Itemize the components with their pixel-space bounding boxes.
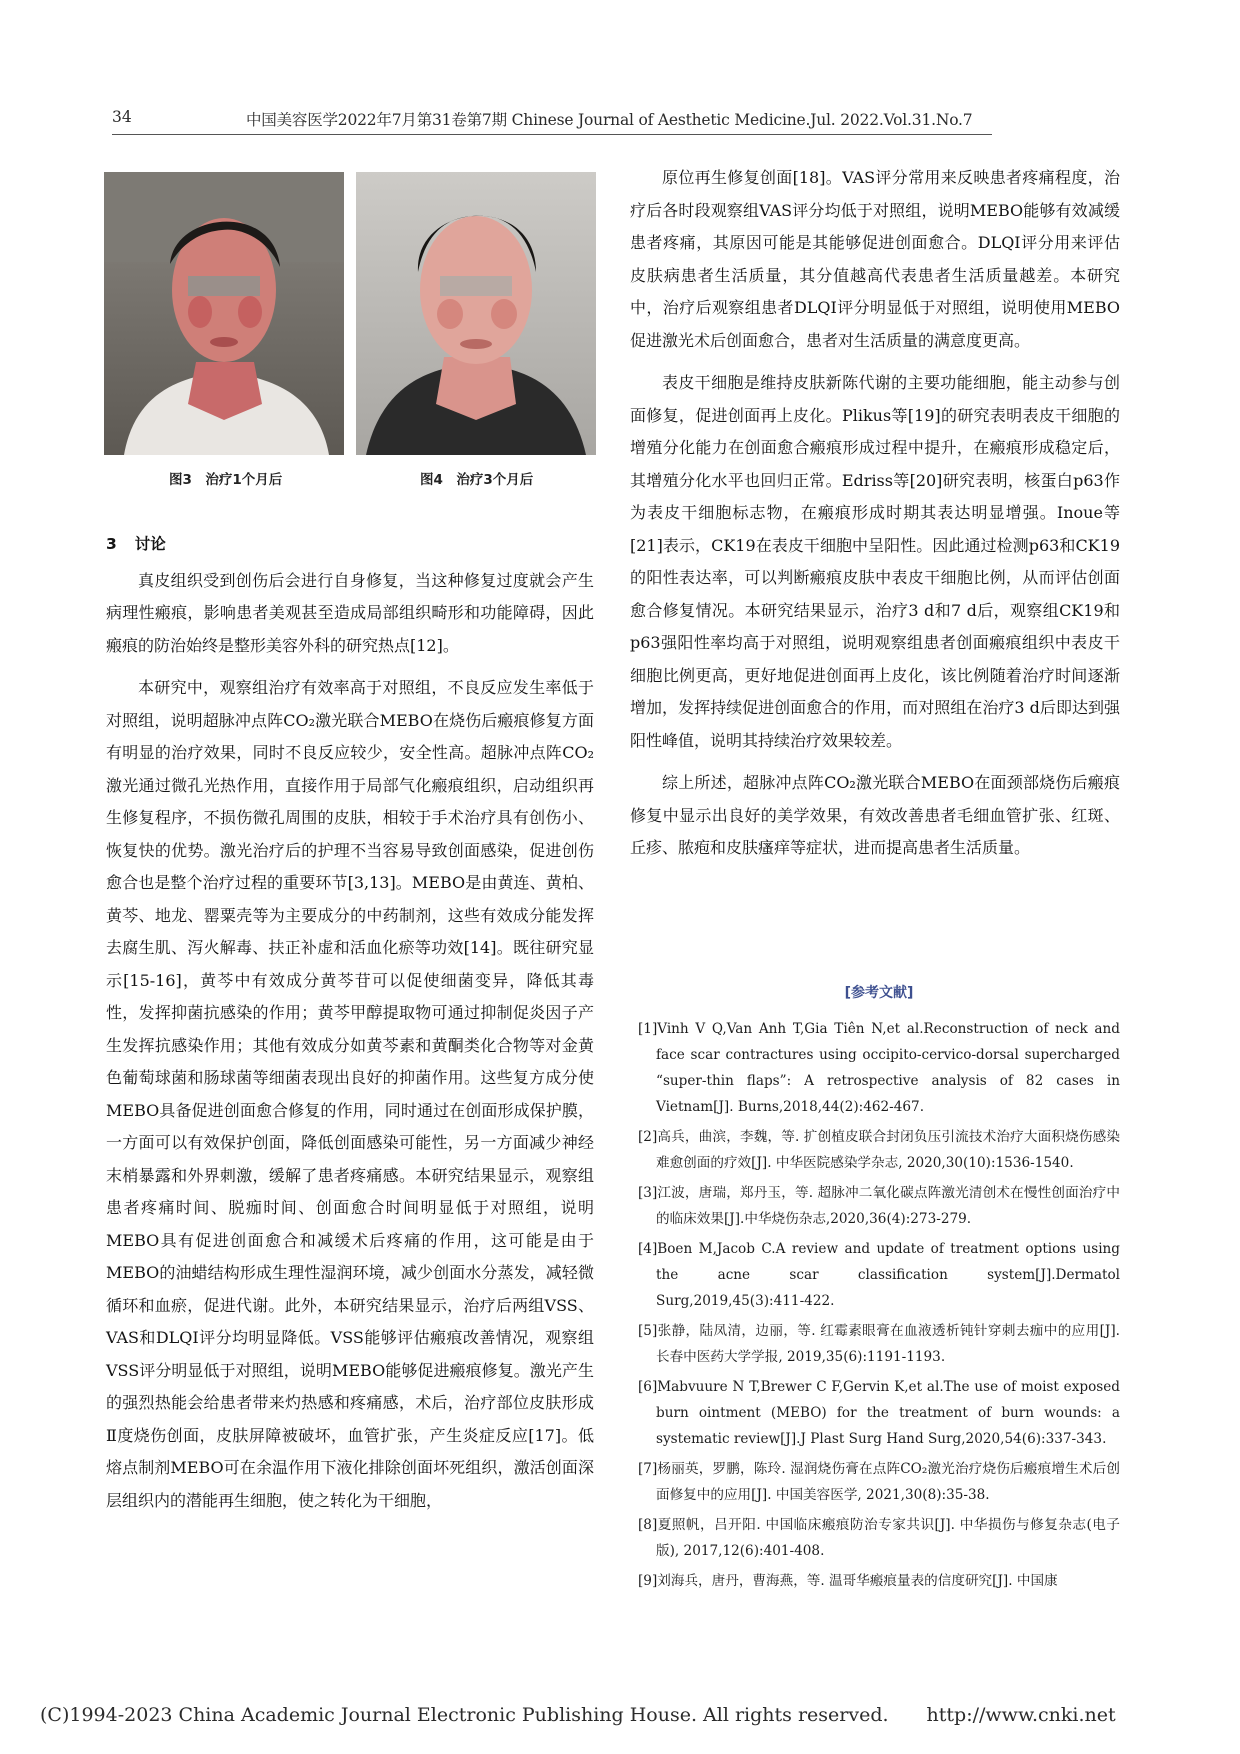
paragraph: 原位再生修复创面[18]。VAS评分常用来反映患者疼痛程度，治疗后各时段观察组VAS评分均低于对照组，说明MEBO能够有效减缓患者疼痛，其原因可能是其能够促进创面愈合。DLQI评分用来评估皮肤病患者生活质量，其分值越高代表患者生活质量越差。本研究中，治疗后观察组患者DLQI评分明显低于对照组，说明使用MEBO促进激光术后创面愈合，患者对生活质量的满意度更高。 xyxy=(630,168,1120,350)
reference-item: [4]Boen M,Jacob C.A review and update of treatment options using the acne scar classification system[J].Dermatol Surg,2019,45(3):411-422. xyxy=(638,1241,1120,1309)
journal-title: 中国美容医学2022年7月第31卷第7期 Chinese Journal of Aesthetic Medicine.Jul. 2022.Vol.31.No.7 xyxy=(246,111,973,129)
figure-3-caption: 图3 治疗1个月后 xyxy=(169,472,283,488)
left-column xyxy=(106,528,594,1517)
running-header xyxy=(112,108,992,130)
reference-item: [8]夏照帆，吕开阳. 中国临床瘢痕防治专家共识[J]. 中华损伤与修复杂志(电子版), 2017,12(6):401-408. xyxy=(638,1517,1120,1559)
reference-item: [5]张静，陆凤清，边丽，等. 红霉素眼膏在血液透析钝针穿刺去痂中的应用[J]. 长春中医药大学学报, 2019,35(6):1191-1193. xyxy=(638,1323,1120,1365)
paragraph: 表皮干细胞是维持皮肤新陈代谢的主要功能细胞，能主动参与创面修复，促进创面再上皮化。Plikus等[19]的研究表明表皮干细胞的增殖分化能力在创面愈合瘢痕形成过程中提升，在瘢痕形成稳定后，其增殖分化水平也回归正常。Edriss等[20]研究表明，核蛋白p63作为表皮干细胞标志物，在瘢痕形成时期其表达明显增强。Inoue等[21]表示，CK19在表皮干细胞中呈阳性。因此通过检测p63和CK19的阳性表达率，可以判断瘢痕皮肤中表皮干细胞比例，从而评估创面愈合修复情况。本研究结果显示，治疗3 d和7 d后，观察组CK19和p63强阳性率均高于对照组，说明观察组患者创面瘢痕组织中表皮干细胞比例更高，更好地促进创面再上皮化，该比例随着治疗时间逐渐增加，发挥持续促进创面愈合的作用，而对照组在治疗3 d后即达到强阳性峰值，说明其持续治疗效果较差。 xyxy=(630,373,1120,750)
header-rule xyxy=(112,134,992,135)
reference-item: [2]高兵，曲滨，李魏，等. 扩创植皮联合封闭负压引流技术治疗大面积烧伤感染难愈创面的疗效[J]. 中华医院感染学杂志, 2020,30(10):1536-1540. xyxy=(638,1129,1120,1171)
cnki-url: http://www.cnki.net xyxy=(926,1704,1116,1726)
paragraph: 本研究中，观察组治疗有效率高于对照组，不良反应发生率低于对照组，说明超脉冲点阵CO₂激光联合MEBO在烧伤后瘢痕修复方面有明显的治疗效果，同时不良反应较少，安全性高。超脉冲点阵CO₂激光通过微孔光热作用，直接作用于局部气化瘢痕组织，启动组织再生修复程序，不损伤微孔周围的皮肤，相较于手术治疗具有创伤小、恢复快的优势。激光治疗后的护理不当容易导致创面感染，促进创伤愈合也是整个治疗过程的重要环节[3,13]。MEBO是由黄连、黄柏、黄芩、地龙、罂粟壳等为主要成分的中药制剂，这些有效成分能发挥去腐生肌、泻火解毒、扶正补虚和活血化瘀等功效[14]。既往研究显示[15-16]，黄芩中有效成分黄芩苷可以促使细菌变异，降低其毒性，发挥抑菌抗感染的作用；黄芩甲醇提取物可通过抑制促炎因子产生发挥抗感染作用；其他有效成分如黄芩素和黄酮类化合物等对金黄色葡萄球菌和肠球菌等细菌表现出良好的抑菌作用。这些复方成分使MEBO具备促进创面愈合修复的作用，同时通过在创面形成保护膜，一方面可以有效保护创面，降低创面感染可能性，另一方面减少神经末梢暴露和外界刺激，缓解了患者疼痛感。本研究结果显示，观察组患者疼痛时间、脱痂时间、创面愈合时间明显低于对照组，说明MEBO具有促进创面愈合和减缓术后疼痛的作用，这可能是由于MEBO的油蜡结构形成生理性湿润环境，减少创面水分蒸发，减轻微循环和血瘀，促进代谢。此外，本研究结果显示，治疗后两组VSS、VAS和DLQI评分均明显降低。VSS能够评估瘢痕改善情况，观察组VSS评分明显低于对照组，说明MEBO能够促进瘢痕修复。激光产生的强烈热能会给患者带来灼热感和疼痛感，术后，治疗部位皮肤形成Ⅱ度烧伤创面，皮肤屏障被破坏，血管扩张，产生炎症反应[17]。低熔点制剂MEBO可在余温作用下液化排除创面坏死组织，激活创面深层组织内的潜能再生细胞，使之转化为干细胞， xyxy=(106,678,594,1510)
reference-item: [7]杨丽英，罗鹏，陈玲. 湿润烧伤膏在点阵CO₂激光治疗烧伤后瘢痕增生术后创面修复中的应用[J]. 中国美容医学, 2021,30(8):35-38. xyxy=(638,1461,1120,1503)
reference-item: [1]Vinh V Q,Van Anh T,Gia Tiên N,et al.Reconstruction of neck and face scar contractures using occipito-cervico-dorsal supercharged “super-thin flaps”: A retrospective analysis of 82 cases in Vietnam[J]. Burns,2018,44(2):462-467. xyxy=(638,1021,1120,1115)
reference-item: [3]江波，唐瑞，郑丹玉，等. 超脉冲二氧化碳点阵激光清创术在慢性创面治疗中的临床效果[J].中华烧伤杂志,2020,36(4):273-279. xyxy=(638,1185,1120,1227)
figure-4-photo xyxy=(356,172,596,455)
paragraph: 真皮组织受到创伤后会进行自身修复，当这种修复过度就会产生病理性瘢痕，影响患者美观甚至造成局部组织畸形和功能障碍，因此瘢痕的防治始终是整形美容外科的研究热点[12]。 xyxy=(106,570,594,655)
reference-item: [6]Mabvuure N T,Brewer C F,Gervin K,et al.The use of moist exposed burn ointment (MEBO) for the treatment of burn wounds: a systematic review[J].J Plast Surg Hand Surg,2020,54(6):337-343. xyxy=(638,1379,1120,1447)
copyright-text: (C)1994-2023 China Academic Journal Electronic Publishing House. All rights reserved. xyxy=(40,1704,889,1726)
copyright-footer xyxy=(40,1704,1200,1726)
references-heading: [参考文献] xyxy=(844,985,914,1001)
section-heading xyxy=(106,528,594,561)
figure-3-photo xyxy=(104,172,344,455)
references-section xyxy=(638,982,1120,1598)
section-number: 3 xyxy=(106,535,117,553)
paragraph: 综上所述，超脉冲点阵CO₂激光联合MEBO在面颈部烧伤后瘢痕修复中显示出良好的美学效果，有效改善患者毛细血管扩张、红斑、丘疹、脓疱和皮肤瘙痒等症状，进而提高患者生活质量。 xyxy=(630,773,1120,857)
reference-item: [9]刘海兵，唐丹，曹海燕，等. 温哥华瘢痕量表的信度研究[J]. 中国康 xyxy=(638,1573,1058,1589)
right-column xyxy=(630,162,1120,865)
figure-4-caption: 图4 治疗3个月后 xyxy=(420,472,534,488)
section-title: 讨论 xyxy=(134,535,166,553)
figure-panel xyxy=(104,172,601,492)
page-number: 34 xyxy=(112,108,132,126)
